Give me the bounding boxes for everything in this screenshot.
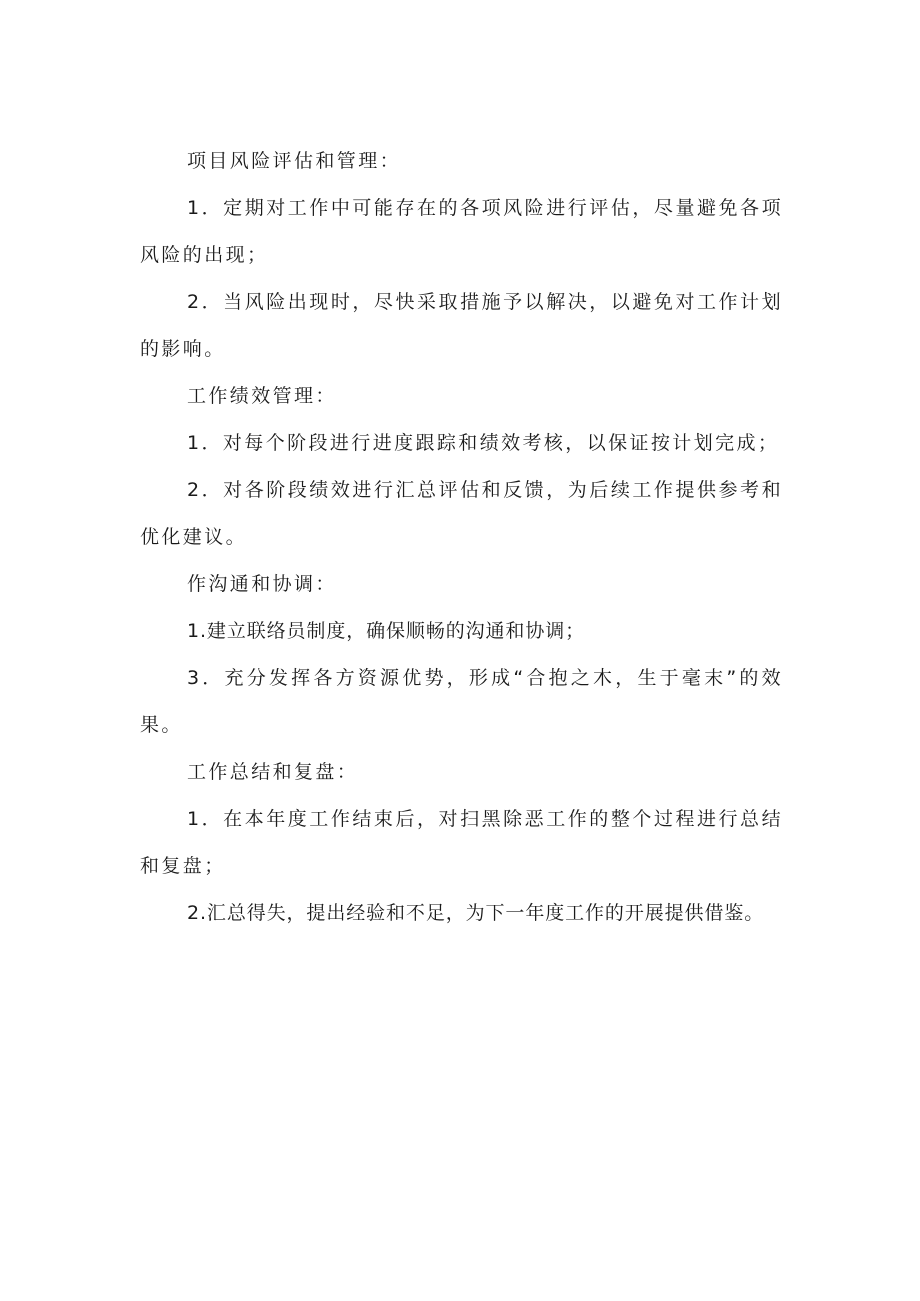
section-heading-performance: 工作绩效管理： (187, 385, 337, 407)
paragraph-item: 1.建立联络员制度，确保顺畅的沟通和协调； (187, 620, 586, 642)
section-heading-risk: 项目风险评估和管理： (187, 150, 402, 172)
paragraph-item: 2．当风险出现时，尽快采取措施予以解决，以避免对工作计划的影响。 (140, 291, 783, 360)
section-heading-communication: 作沟通和协调： (187, 573, 337, 595)
paragraph-item: 1．定期对工作中可能存在的各项风险进行评估，尽量避免各项风险的出现； (140, 197, 783, 266)
paragraph-item: 1．对每个阶段进行进度跟踪和绩效考核，以保证按计划完成； (187, 432, 780, 454)
paragraph-item: 3．充分发挥各方资源优势，形成“合抱之木，生于毫末”的效果。 (140, 667, 783, 736)
paragraph-item: 1．在本年度工作结束后，对扫黑除恶工作的整个过程进行总结和复盘； (140, 808, 783, 877)
document-body (140, 138, 783, 937)
paragraph-item: 2．对各阶段绩效进行汇总评估和反馈，为后续工作提供参考和优化建议。 (140, 479, 783, 548)
paragraph-item: 2.汇总得失，提出经验和不足，为下一年度工作的开展提供借鉴。 (187, 902, 765, 924)
section-heading-summary: 工作总结和复盘： (187, 761, 359, 783)
